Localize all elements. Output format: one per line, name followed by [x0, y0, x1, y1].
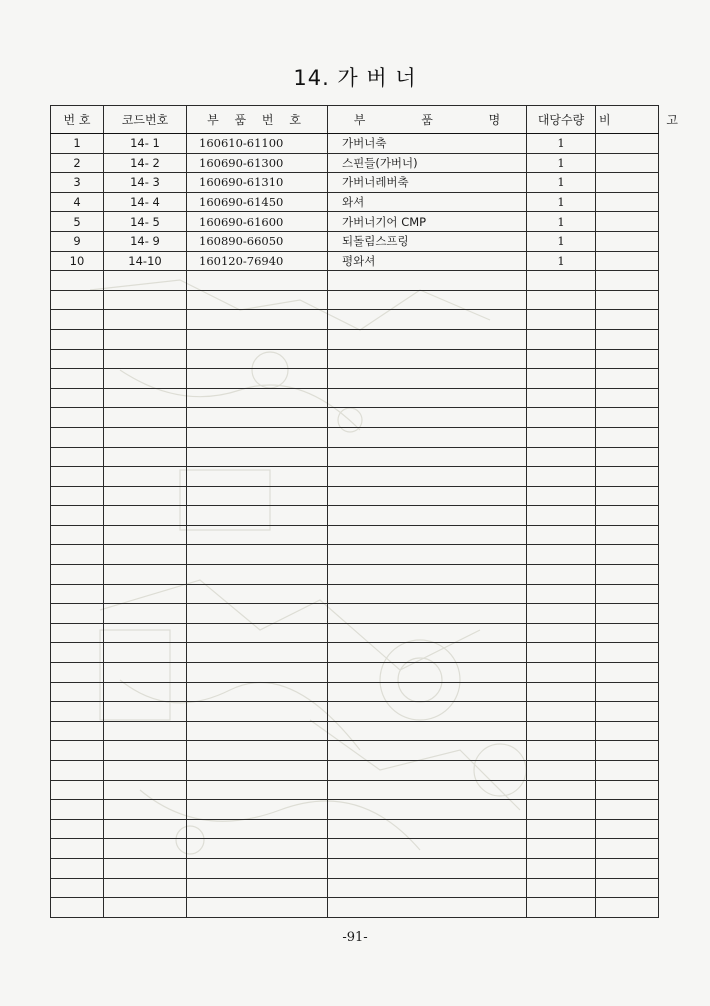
empty-table-row [51, 388, 659, 408]
cell-qty [527, 800, 596, 820]
cell-name [328, 721, 527, 741]
page-title: 14. 가 버 너 [293, 66, 417, 90]
cell-code [104, 506, 187, 526]
cell-note [596, 858, 659, 878]
cell-code: 14-10 [104, 251, 187, 271]
cell-name [328, 663, 527, 683]
empty-table-row [51, 329, 659, 349]
cell-part-no [187, 663, 328, 683]
cell-qty: 1 [527, 153, 596, 173]
cell-no [51, 545, 104, 565]
cell-qty [527, 388, 596, 408]
cell-qty [527, 702, 596, 722]
cell-name [328, 349, 527, 369]
cell-code [104, 878, 187, 898]
cell-no [51, 682, 104, 702]
cell-name: 와셔 [328, 192, 527, 212]
cell-qty [527, 741, 596, 761]
cell-name [328, 329, 527, 349]
cell-no [51, 858, 104, 878]
empty-table-row [51, 780, 659, 800]
cell-qty: 1 [527, 173, 596, 193]
cell-note [596, 192, 659, 212]
cell-code [104, 898, 187, 918]
cell-note [596, 310, 659, 330]
empty-table-row [51, 721, 659, 741]
cell-part-no [187, 369, 328, 389]
cell-code [104, 604, 187, 624]
empty-table-row [51, 467, 659, 487]
cell-name [328, 565, 527, 585]
cell-qty: 1 [527, 192, 596, 212]
cell-note [596, 565, 659, 585]
cell-no [51, 623, 104, 643]
cell-no [51, 506, 104, 526]
cell-name [328, 271, 527, 291]
cell-qty [527, 310, 596, 330]
table-row [51, 153, 659, 173]
cell-code [104, 467, 187, 487]
cell-name [328, 427, 527, 447]
cell-part-no: 160120-76940 [187, 251, 328, 271]
cell-code [104, 682, 187, 702]
cell-no [51, 349, 104, 369]
empty-table-row [51, 447, 659, 467]
cell-part-no [187, 467, 328, 487]
cell-part-no [187, 447, 328, 467]
cell-part-no [187, 349, 328, 369]
cell-part-no [187, 545, 328, 565]
cell-code [104, 643, 187, 663]
cell-part-no [187, 839, 328, 859]
cell-part-no [187, 898, 328, 918]
empty-table-row [51, 819, 659, 839]
cell-note [596, 741, 659, 761]
cell-name [328, 800, 527, 820]
cell-no [51, 898, 104, 918]
cell-part-no [187, 584, 328, 604]
cell-no: 2 [51, 153, 104, 173]
cell-part-no [187, 427, 328, 447]
empty-table-row [51, 682, 659, 702]
cell-name [328, 623, 527, 643]
cell-note [596, 682, 659, 702]
cell-part-no [187, 329, 328, 349]
cell-name [328, 643, 527, 663]
cell-name [328, 878, 527, 898]
cell-qty [527, 467, 596, 487]
cell-no [51, 878, 104, 898]
cell-note [596, 878, 659, 898]
cell-qty [527, 780, 596, 800]
cell-note [596, 545, 659, 565]
cell-code [104, 329, 187, 349]
cell-code [104, 369, 187, 389]
empty-table-row [51, 369, 659, 389]
cell-no [51, 290, 104, 310]
table-row [51, 231, 659, 251]
cell-name [328, 839, 527, 859]
cell-name [328, 467, 527, 487]
cell-name [328, 369, 527, 389]
cell-qty: 1 [527, 231, 596, 251]
cell-note [596, 819, 659, 839]
empty-table-row [51, 898, 659, 918]
cell-qty [527, 506, 596, 526]
empty-table-row [51, 545, 659, 565]
cell-no [51, 369, 104, 389]
cell-name [328, 290, 527, 310]
empty-table-row [51, 565, 659, 585]
cell-name [328, 780, 527, 800]
cell-qty [527, 565, 596, 585]
cell-no [51, 761, 104, 781]
cell-note [596, 525, 659, 545]
cell-name [328, 702, 527, 722]
cell-name [328, 506, 527, 526]
cell-part-no [187, 623, 328, 643]
cell-note [596, 702, 659, 722]
cell-note [596, 898, 659, 918]
empty-table-row [51, 663, 659, 683]
empty-table-row [51, 271, 659, 291]
cell-name: 평와셔 [328, 251, 527, 271]
cell-part-no [187, 741, 328, 761]
cell-qty [527, 858, 596, 878]
column-header-qty: 대당수량 [527, 106, 596, 134]
table-row [51, 134, 659, 154]
empty-table-row [51, 486, 659, 506]
cell-code [104, 623, 187, 643]
cell-part-no [187, 290, 328, 310]
cell-code [104, 584, 187, 604]
empty-table-row [51, 839, 659, 859]
cell-note [596, 212, 659, 232]
cell-qty [527, 545, 596, 565]
cell-no [51, 584, 104, 604]
cell-no [51, 702, 104, 722]
cell-qty [527, 369, 596, 389]
cell-no [51, 839, 104, 859]
column-header-part-no: 부 품 번 호 [187, 106, 328, 134]
cell-part-no: 160610-61100 [187, 134, 328, 154]
cell-part-no [187, 702, 328, 722]
cell-qty [527, 408, 596, 428]
cell-qty [527, 604, 596, 624]
cell-part-no [187, 761, 328, 781]
empty-table-row [51, 408, 659, 428]
cell-no [51, 525, 104, 545]
cell-note [596, 251, 659, 271]
cell-no [51, 565, 104, 585]
cell-no: 9 [51, 231, 104, 251]
cell-note [596, 134, 659, 154]
cell-part-no [187, 721, 328, 741]
cell-part-no [187, 643, 328, 663]
cell-no [51, 329, 104, 349]
cell-part-no [187, 506, 328, 526]
cell-code [104, 858, 187, 878]
column-header-no: 번 호 [51, 106, 104, 134]
cell-note [596, 290, 659, 310]
cell-code: 14- 5 [104, 212, 187, 232]
column-header-note: 비 고 [596, 106, 659, 134]
cell-no [51, 780, 104, 800]
cell-part-no [187, 682, 328, 702]
cell-code [104, 800, 187, 820]
empty-table-row [51, 741, 659, 761]
empty-table-row [51, 290, 659, 310]
empty-table-row [51, 584, 659, 604]
cell-no [51, 408, 104, 428]
cell-note [596, 800, 659, 820]
cell-no: 3 [51, 173, 104, 193]
cell-code [104, 447, 187, 467]
cell-no [51, 819, 104, 839]
cell-qty [527, 486, 596, 506]
cell-note [596, 486, 659, 506]
empty-table-row [51, 349, 659, 369]
cell-no [51, 721, 104, 741]
cell-note [596, 369, 659, 389]
cell-part-no [187, 388, 328, 408]
cell-name: 가버너기어 CMP [328, 212, 527, 232]
table-row [51, 212, 659, 232]
cell-part-no [187, 525, 328, 545]
cell-no [51, 741, 104, 761]
table-row [51, 192, 659, 212]
cell-note [596, 447, 659, 467]
cell-name [328, 761, 527, 781]
cell-name [328, 545, 527, 565]
cell-code [104, 780, 187, 800]
cell-no: 1 [51, 134, 104, 154]
table-row [51, 173, 659, 193]
cell-qty [527, 878, 596, 898]
table-header-row [51, 106, 659, 134]
cell-part-no [187, 604, 328, 624]
cell-no: 4 [51, 192, 104, 212]
cell-name [328, 819, 527, 839]
cell-note [596, 408, 659, 428]
cell-qty [527, 427, 596, 447]
cell-no [51, 467, 104, 487]
cell-code [104, 741, 187, 761]
cell-code [104, 721, 187, 741]
cell-name [328, 604, 527, 624]
empty-table-row [51, 310, 659, 330]
empty-table-row [51, 604, 659, 624]
empty-table-row [51, 878, 659, 898]
cell-qty: 1 [527, 212, 596, 232]
cell-note [596, 467, 659, 487]
cell-name [328, 858, 527, 878]
cell-code [104, 290, 187, 310]
cell-part-no [187, 800, 328, 820]
cell-code [104, 663, 187, 683]
cell-code: 14- 1 [104, 134, 187, 154]
empty-table-row [51, 761, 659, 781]
cell-code: 14- 3 [104, 173, 187, 193]
cell-name: 되돌림스프링 [328, 231, 527, 251]
cell-note [596, 721, 659, 741]
cell-qty [527, 447, 596, 467]
empty-table-row [51, 506, 659, 526]
cell-no [51, 643, 104, 663]
cell-note [596, 663, 659, 683]
cell-code: 14- 9 [104, 231, 187, 251]
cell-no [51, 447, 104, 467]
cell-no [51, 663, 104, 683]
cell-no [51, 800, 104, 820]
cell-qty [527, 898, 596, 918]
cell-note [596, 643, 659, 663]
cell-note [596, 506, 659, 526]
cell-name: 스핀들(가버너) [328, 153, 527, 173]
cell-qty: 1 [527, 134, 596, 154]
cell-code [104, 427, 187, 447]
parts-table [50, 105, 678, 918]
cell-qty [527, 663, 596, 683]
cell-name [328, 388, 527, 408]
cell-name [328, 525, 527, 545]
cell-part-no: 160690-61450 [187, 192, 328, 212]
cell-qty [527, 721, 596, 741]
cell-note [596, 427, 659, 447]
cell-part-no [187, 565, 328, 585]
cell-note [596, 780, 659, 800]
cell-code [104, 819, 187, 839]
empty-table-row [51, 702, 659, 722]
cell-part-no [187, 271, 328, 291]
cell-name [328, 486, 527, 506]
cell-qty [527, 349, 596, 369]
cell-no [51, 310, 104, 330]
cell-code [104, 525, 187, 545]
cell-name [328, 898, 527, 918]
cell-qty [527, 623, 596, 643]
cell-code: 14- 4 [104, 192, 187, 212]
table-row [51, 251, 659, 271]
cell-part-no [187, 310, 328, 330]
cell-part-no [187, 858, 328, 878]
cell-qty [527, 290, 596, 310]
cell-qty [527, 584, 596, 604]
cell-code [104, 545, 187, 565]
cell-code [104, 761, 187, 781]
cell-no [51, 388, 104, 408]
cell-name [328, 584, 527, 604]
cell-code [104, 349, 187, 369]
cell-note [596, 584, 659, 604]
cell-note [596, 388, 659, 408]
empty-table-row [51, 623, 659, 643]
cell-no [51, 427, 104, 447]
cell-qty [527, 643, 596, 663]
cell-qty [527, 761, 596, 781]
empty-table-row [51, 525, 659, 545]
cell-code [104, 388, 187, 408]
cell-code [104, 271, 187, 291]
cell-part-no: 160690-61300 [187, 153, 328, 173]
cell-note [596, 329, 659, 349]
cell-qty [527, 682, 596, 702]
cell-note [596, 271, 659, 291]
column-header-name: 부 품 명 [328, 106, 527, 134]
empty-table-row [51, 858, 659, 878]
cell-part-no [187, 486, 328, 506]
cell-no [51, 486, 104, 506]
cell-part-no: 160890-66050 [187, 231, 328, 251]
cell-code [104, 408, 187, 428]
page-number: -91- [342, 930, 368, 945]
cell-code [104, 702, 187, 722]
empty-table-row [51, 643, 659, 663]
cell-qty [527, 271, 596, 291]
cell-name: 가버너레버축 [328, 173, 527, 193]
cell-no [51, 604, 104, 624]
cell-code [104, 565, 187, 585]
cell-name [328, 741, 527, 761]
cell-note [596, 839, 659, 859]
cell-name: 가버너축 [328, 134, 527, 154]
cell-qty [527, 329, 596, 349]
cell-note [596, 173, 659, 193]
cell-qty: 1 [527, 251, 596, 271]
cell-no [51, 271, 104, 291]
cell-name [328, 682, 527, 702]
cell-name [328, 447, 527, 467]
cell-part-no [187, 819, 328, 839]
cell-code [104, 310, 187, 330]
empty-table-row [51, 800, 659, 820]
cell-no: 10 [51, 251, 104, 271]
cell-code [104, 839, 187, 859]
cell-part-no [187, 780, 328, 800]
cell-part-no [187, 878, 328, 898]
cell-name [328, 310, 527, 330]
cell-note [596, 153, 659, 173]
column-header-code: 코드번호 [104, 106, 187, 134]
cell-part-no: 160690-61310 [187, 173, 328, 193]
cell-qty [527, 525, 596, 545]
cell-note [596, 623, 659, 643]
cell-part-no: 160690-61600 [187, 212, 328, 232]
cell-note [596, 604, 659, 624]
cell-qty [527, 819, 596, 839]
cell-note [596, 231, 659, 251]
cell-part-no [187, 408, 328, 428]
cell-note [596, 761, 659, 781]
cell-note [596, 349, 659, 369]
cell-no: 5 [51, 212, 104, 232]
cell-code [104, 486, 187, 506]
cell-name [328, 408, 527, 428]
empty-table-row [51, 427, 659, 447]
cell-qty [527, 839, 596, 859]
cell-code: 14- 2 [104, 153, 187, 173]
